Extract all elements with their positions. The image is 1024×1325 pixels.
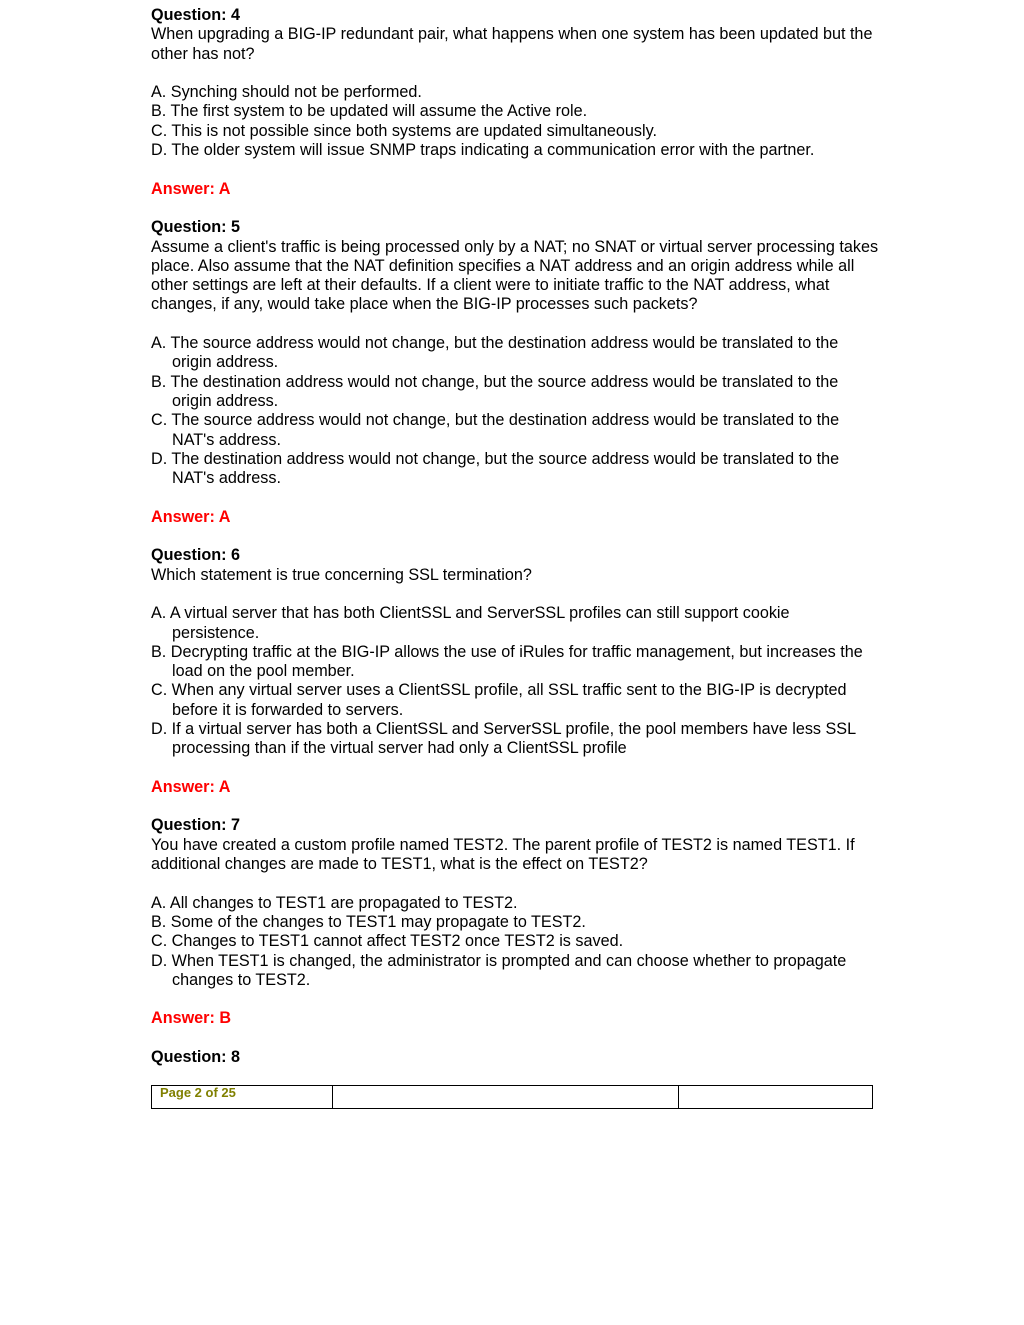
question-text: Which statement is true concerning SSL termination? xyxy=(151,565,532,584)
question-block xyxy=(151,546,881,758)
answer-label: Answer: B xyxy=(151,1009,232,1028)
option-list xyxy=(151,894,881,990)
question-block xyxy=(151,218,881,488)
option-item: C. This is not possible since both systems are updated simultaneously. xyxy=(151,121,657,140)
answer-label: Answer: A xyxy=(151,777,231,796)
option-item: D. If a virtual server has both a ClientSSL and ServerSSL profile, the pool members have less SSL processing than if the virtual server had only a ClientSSL profile xyxy=(151,719,856,758)
option-item: A. Synching should not be performed. xyxy=(151,83,422,102)
question-text: When upgrading a BIG-IP redundant pair, what happens when one system has been updated but the other has not? xyxy=(151,25,873,63)
question-title: Question: 5 xyxy=(151,218,241,237)
option-item: A. All changes to TEST1 are propagated to TEST2. xyxy=(151,893,518,912)
document-body xyxy=(151,6,881,1067)
option-item: B. The first system to be updated will assume the Active role. xyxy=(151,102,588,121)
question-title: Question: 7 xyxy=(151,816,241,835)
option-item: B. Some of the changes to TEST1 may propagate to TEST2. xyxy=(151,912,586,931)
option-list xyxy=(151,334,881,488)
question-title: Question: 4 xyxy=(151,6,241,24)
option-list xyxy=(151,83,881,160)
option-item: C. The source address would not change, but the destination address would be translated to the NAT's address. xyxy=(151,411,840,449)
option-list xyxy=(151,604,881,758)
answer-label: Answer: A xyxy=(151,507,231,526)
option-item: A. The source address would not change, but the destination address would be translated to the origin address. xyxy=(151,334,839,372)
answer-label: Answer: A xyxy=(151,179,231,198)
option-item: C. When any virtual server uses a ClientSSL profile, all SSL traffic sent to the BIG-IP is decrypted before it is forwarded to servers. xyxy=(151,681,847,719)
footer-cell-right xyxy=(679,1086,872,1108)
option-item: D. The destination address would not change, but the source address would be translated to the NAT's address. xyxy=(151,449,840,488)
question-text: Assume a client's traffic is being processed only by a NAT; no SNAT or virtual server processing takes place. Also assume that the NAT definition specifies a NAT address and an origin address while all other settings are left at their defaults. If a client were to initiate traffic to the NAT address, what changes, if any, would take place when the BIG-IP processes such packets? xyxy=(151,237,879,314)
page-number: Page 2 of 25 xyxy=(152,1086,333,1108)
option-item: A. A virtual server that has both ClientSSL and ServerSSL profiles can still support cookie persistence. xyxy=(151,604,790,642)
footer-cell-middle xyxy=(333,1086,679,1108)
option-item: C. Changes to TEST1 cannot affect TEST2 once TEST2 is saved. xyxy=(151,932,624,951)
question-block xyxy=(151,816,881,990)
question-block xyxy=(151,6,881,160)
option-item: D. When TEST1 is changed, the administrator is prompted and can choose whether to propagate changes to TEST2. xyxy=(151,951,847,989)
option-item: B. Decrypting traffic at the BIG-IP allows the use of iRules for traffic management, but increases the load on the pool member. xyxy=(151,642,863,681)
question-text: You have created a custom profile named TEST2. The parent profile of TEST2 is named TEST1. If additional changes are made to TEST1, what is the effect on TEST2? xyxy=(151,835,855,874)
page-footer xyxy=(151,1085,873,1109)
question-title: Question: 6 xyxy=(151,546,241,565)
option-item: B. The destination address would not change, but the source address would be translated to the origin address. xyxy=(151,372,839,410)
option-item: D. The older system will issue SNMP traps indicating a communication error with the partner. xyxy=(151,141,815,160)
question-title: Question: 8 xyxy=(151,1048,241,1067)
